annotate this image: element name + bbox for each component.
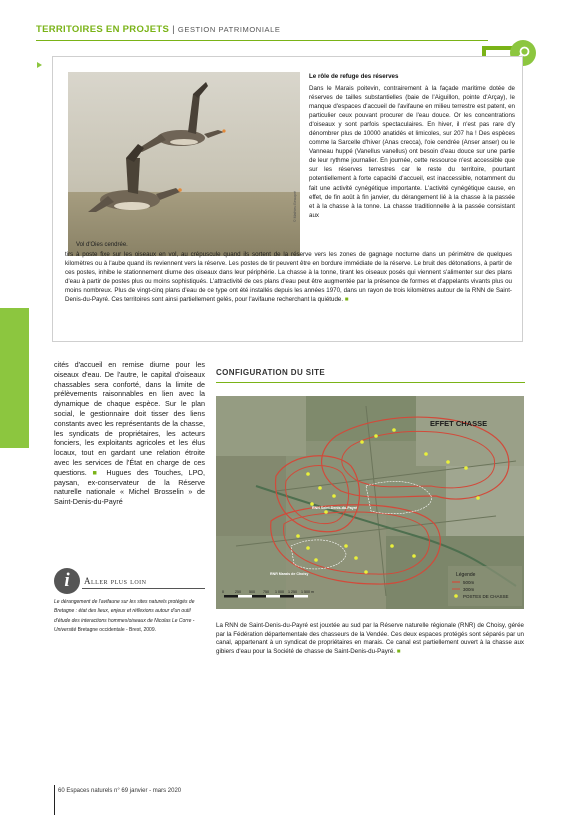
article-column	[54, 360, 205, 507]
page-footer: 60 Espaces naturels n° 69 janvier - mars 2020	[58, 788, 182, 794]
subsection-title: GESTION PATRIMONIALE	[177, 25, 281, 34]
further-reading-title: Aller plus loin	[84, 576, 147, 586]
header-separator: |	[172, 24, 175, 35]
box-body-upper: Dans le Marais poitevin, contrairement à la façade maritime dotée de réserves de tailles substantielles (baie de l'Aiguillon, pointe d'Arçay), le manque d'espaces d'accueil de l'avifaune en milieu terrestre est patent, en particulier ceux pouvant procurer de l'eau douce. Or les concentrations d'oiseaux y sont parfois spectaculaires. En hiver, il n'est pas rare d'y dénombrer plus de 10000 anatidés et limicoles, sur 207 ha ! Des espèces comme la Sarcelle d'hiver (Anas crecca), l'oie cendrée (Anser anser) ou le Vanneau huppé (Vanellus vanellus) ont besoin d'eau douce sur une partie de leur rythme journalier. En journée, cette ressource n'est accessible que sur les réserves terrestres car le reste du territoire, pourtant potentiellement à forte capacité d'accueil, est inaccessible, notamment du fait une activité cynégétique importante. L'activité cynégétique cause, en effet, de fin août à fin janvier, du dérangement lié à la chasse à la passée et à la chasse à la tonne. La chasse traditionnelle à la passée consistant aux	[309, 85, 515, 219]
map-title: EFFET CHASSE	[430, 419, 488, 428]
config-rule	[216, 382, 525, 383]
reference-text: Le dérangement de l'avifaune sur les sites naturels protégés de Bretagne : état des lieux, enjeux et réflexions autour d'un outil d'étude des interactions hommes/oiseaux de Nicolas Le Corre - Université	[54, 599, 195, 633]
end-marker: ■	[396, 647, 401, 655]
author-signature: Hugues des Touches, LPO, paysan, ex-conservateur de la Réserve naturelle nationale « Michel Brosselin » de Saint-Denis-du-Payré	[54, 467, 206, 507]
info-icon: i	[54, 568, 80, 594]
map-label-rnn: RNN Saint-Denis-du-Payré	[312, 506, 358, 510]
legend-title: Légende	[456, 572, 476, 578]
section-title: TERRITOIRES EN PROJETS	[36, 24, 170, 35]
map-label-rnr: RNR Marais de Choisy	[270, 572, 309, 576]
section-tab	[0, 308, 29, 448]
further-reading-text	[54, 598, 205, 635]
box-title: Le rôle de refuge des réserves	[309, 73, 399, 80]
scale-label: 500	[249, 590, 255, 594]
box-body-lower	[65, 250, 512, 304]
scale-label: 1 000	[275, 590, 284, 594]
photo-credit: © Mathieu Beaupré	[292, 190, 297, 222]
header-rule	[36, 40, 488, 41]
decorative-line	[484, 46, 512, 50]
geese-photo	[68, 72, 300, 256]
legend-item: POSTES DE CHASSE	[463, 594, 509, 599]
map-caption	[216, 622, 524, 656]
section-arrow-icon	[37, 62, 42, 68]
further-reading-rule	[82, 588, 205, 589]
photo-caption: Vol d'Oies cendrée.	[76, 242, 128, 248]
legend-item: 300m	[463, 587, 475, 592]
site-map	[216, 396, 524, 609]
scale-label: 1 250	[288, 590, 297, 594]
article-text: cités d'accueil en remise diurne pour les oiseaux d'eau. De l'autre, le capital d'oiseaux chassables sera conforté, dans la limite de prélèvements raisonnables en lien avec la dynamique de chaque espèce. Sur le plan social, le gestionnaire doit tisser des liens constants avec les représentants de la chasse, les syndicats de propriétaires, les acteurs fonciers, les exploitants agricoles et les élus locaux, tout en gardant une relation étroite avec les services de l'État en charge de ces questions.	[54, 360, 205, 477]
running-header	[36, 24, 280, 35]
reference-text-plain: Bretagne occidentale - Brest, 2009.	[77, 626, 157, 633]
map-caption-text: La RNN de Saint-Denis-du-Payré est jouxtée au sud par la Réserve naturelle régionale (RNR) de Choisy, gérée par la Fédération départementale des chasseurs de la Vendée. Ces deux espaces protégés sont séparés par un canal, appartenant à un syndicat de propriétaires en marais. Ce canal est partiellement ouvert à la chasse aux gibiers d'eau pour la Société de chasse de Saint-Denis-du-Payré.	[216, 622, 524, 655]
scale-label: 250	[235, 590, 241, 594]
scale-label: 750	[263, 590, 269, 594]
end-marker: ■	[344, 296, 349, 304]
sidebar-box	[52, 56, 523, 342]
scale-label: 0	[222, 590, 224, 594]
config-title: CONFIGURATION DU SITE	[216, 368, 326, 377]
box-body-lower-text: tirs à poste fixe sur les oiseaux en vol, au crépuscule quand ils sortent de la réserve vers les zones de gagnage nocturne dans un périmètre de quelques kilomètres ou à l'aube quand ils reviennent vers la réserve. Les postes de tir peuvent être en bordure immédiate de la réserve. Le bruit des détonations, à partir de ces postes, inhibe le stationnement diurne des oiseaux dans leur périphérie. La chasse à la tonne, tirant les oiseaux posés qui viennent s'alimenter sur des plans d'eau à partir de postes plus ou moins sophistiqués. L'attractivité de ces plans d'eau peut être augmentée par la présence de formes et d'appelants vivants plus ou moins nombreux. Plus de vingt-cinq plans d'eau de ce type ont été installés depuis les années 1970, dans un rayon de trois kilomètres autour de la RNN de Saint-Denis-du-Payré. Ces territoires sont ainsi partiellement gelés, pour l'avifaune recherchant la quiétude.	[65, 251, 512, 304]
end-marker: ■	[92, 467, 101, 477]
legend-item: 500m	[463, 580, 475, 585]
scale-label: 1 500 m	[301, 590, 314, 594]
footer-rule	[54, 785, 55, 815]
